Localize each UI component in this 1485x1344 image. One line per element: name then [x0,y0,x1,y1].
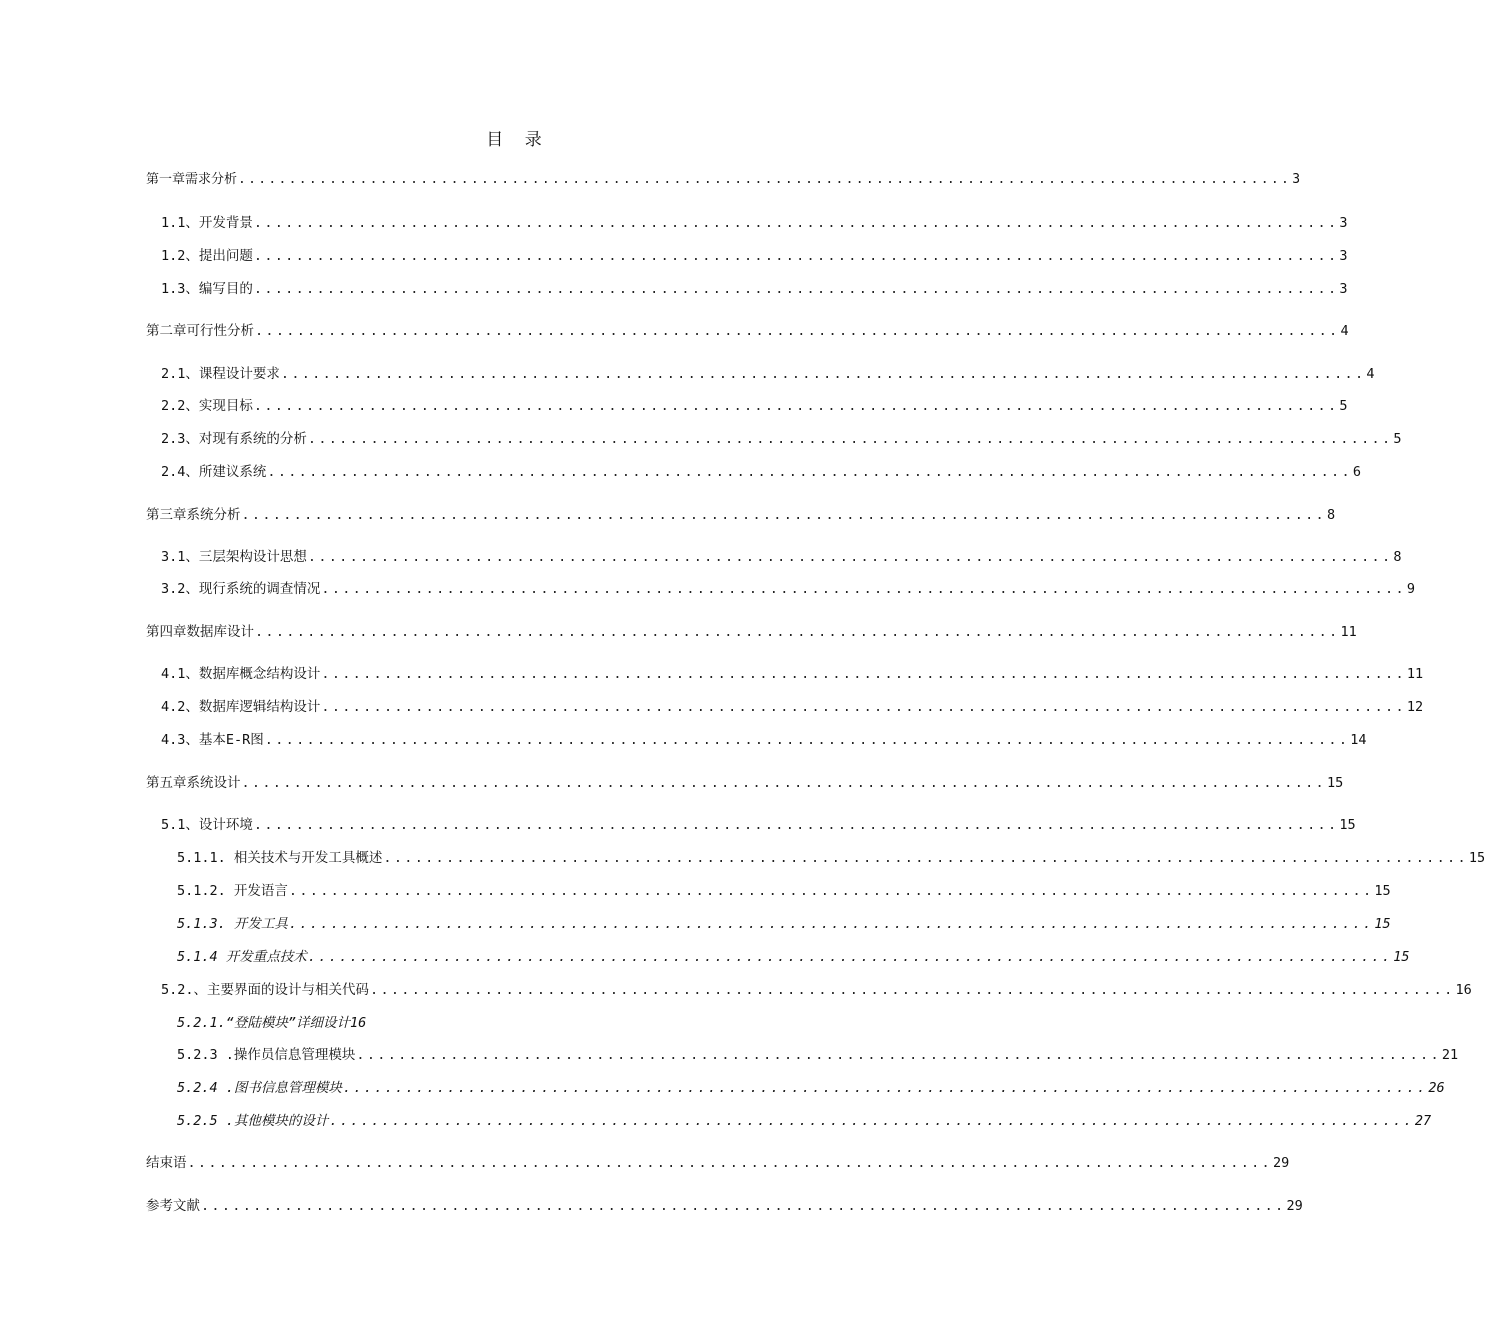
toc-entry-page: 29 [1286,1198,1303,1214]
toc-entry-chapter-4[interactable] [146,622,1357,642]
toc-entry-5-2-1[interactable] [177,1013,806,1033]
dot-leader: ........................................................................................................ [187,1155,1272,1171]
toc-entry-page: 21 [1441,1047,1459,1063]
toc-entry-1-2[interactable] [161,246,1348,266]
toc-entry-label: 2.1、课程设计要求 [161,366,280,382]
toc-entry-label: 参考文献 [146,1198,200,1214]
dot-leader: ........................................................................................................ [255,624,1340,640]
dot-leader: ........................................................................................................ [370,982,1455,998]
dot-leader: ........................................................................................................ [321,699,1406,715]
dot-leader: ........................................................................................................ [356,1047,1441,1063]
dot-leader: ........................................................................................................ [253,248,1339,264]
toc-entry-label: 4.1、数据库概念结构设计 [161,666,321,682]
toc-entry-5-2[interactable] [161,980,1472,1000]
toc-entry-5-2-4[interactable] [177,1078,1445,1098]
toc-entry-page: 5 [1339,398,1348,414]
dot-leader: ........................................................................................................ [253,398,1339,414]
dot-leader: ........................................................................................................ [255,323,1340,339]
toc-entry-page: 15 [1326,775,1344,791]
toc-entry-page: 4 [1366,366,1375,382]
toc-entry-page: 29 [1272,1155,1290,1171]
toc-entry-label: 5.2.、主要界面的设计与相关代码 [161,982,370,998]
toc-entry-page: 3 [1339,215,1348,231]
toc-entry-page: 15 [1374,916,1391,932]
toc-entry-label: 2.2、实现目标 [161,398,253,414]
toc-entry-chapter-5[interactable] [146,773,1344,793]
toc-entry-2-4[interactable] [161,462,1362,482]
dot-leader: ........................................................................................................ [241,507,1326,523]
toc-entry-5-2-3[interactable] [177,1045,1459,1065]
toc-entry-page: 14 [1350,732,1367,748]
toc-entry-label: 2.4、所建议系统 [161,464,267,480]
toc-entry-label: 5.1.3. 开发工具 [177,916,288,932]
toc-entry-label: 4.2、数据库逻辑结构设计 [161,699,321,715]
toc-entry-page: 15 [1468,850,1485,866]
dot-leader: ........................................................................................................ [201,1198,1286,1214]
toc-entry-label: 5.2.1.“登陆模块”详细设计 [177,1015,351,1031]
toc-entry-page: 11 [1406,666,1424,682]
toc-entry-3-2[interactable] [161,579,1416,599]
toc-entry-label: 3.1、三层架构设计思想 [161,549,307,565]
toc-entry-label: 5.1.1. 相关技术与开发工具概述 [177,850,383,866]
toc-entry-label: 第三章系统分析 [146,507,241,523]
dot-leader: ........................................................................................................ [280,366,1366,382]
dot-leader: ........................................................................................................ [264,732,1350,748]
toc-entry-label: 5.1.4 开发重点技术 [177,949,307,965]
toc-entry-5-1[interactable] [161,815,1356,835]
toc-entry-page: 16 [1455,982,1472,998]
toc-entry-label: 5.2.5 .其他模块的设计 [177,1113,329,1129]
toc-entry-2-2[interactable] [161,396,1348,416]
toc-entry-page: 4 [1340,323,1349,339]
toc-entry-page: 27 [1414,1113,1432,1129]
toc-entry-label: 结束语 [146,1155,187,1171]
toc-entry-4-3[interactable] [161,730,1367,750]
toc-entry-chapter-3[interactable] [146,505,1336,525]
toc-entry-page: 15 [1339,817,1356,833]
toc-entry-page: 12 [1406,699,1424,715]
toc-entry-label: 第四章数据库设计 [146,624,254,640]
toc-entry-5-1-1[interactable] [177,848,1485,868]
toc-entry-label: 第二章可行性分析 [146,323,254,339]
toc-entry-page: 8 [1393,549,1402,565]
toc-entry-label: 第五章系统设计 [146,775,241,791]
toc-entry-label: 第一章需求分析 [146,172,238,187]
toc-entry-5-1-2[interactable] [177,881,1391,901]
toc-entry-page: 3 [1339,248,1348,264]
toc-entry-label: 3.2、现行系统的调查情况 [161,581,321,597]
dot-leader: ........................................................................................................ [253,215,1339,231]
dot-leader: ........................................................................................................ [321,666,1406,682]
toc-entry-2-1[interactable] [161,364,1375,384]
dot-leader: ........................................................................................................ [329,1113,1414,1129]
toc-entry-page: 16 [350,1015,367,1031]
dot-leader: ........................................................................................................ [288,883,1374,899]
toc-entry-label: 5.1.2. 开发语言 [177,883,288,899]
toc-entry-2-3[interactable] [161,429,1402,449]
dot-leader: ........................................................................................................ [307,549,1393,565]
toc-entry-1-3[interactable] [161,279,1348,299]
toc-entry-label: 2.3、对现有系统的分析 [161,431,307,447]
toc-entry-conclusion[interactable] [146,1153,1290,1173]
dot-leader: ........................................................................................................ [253,281,1339,297]
toc-entry-page: 8 [1326,507,1336,523]
toc-entry-1-1[interactable] [161,213,1348,233]
toc-entry-page: 11 [1340,624,1357,640]
toc-entry-label: 1.2、提出问题 [161,248,253,264]
dot-leader: ........................................................................................................ [342,1080,1428,1096]
dot-leader: ........................................................................................................ [288,916,1374,932]
toc-entry-5-1-3[interactable] [177,914,1391,934]
toc-entry-page: 3 [1339,281,1348,297]
toc-entry-page: 6 [1352,464,1362,480]
toc-entry-label: 4.3、基本E-R图 [161,732,264,748]
toc-entry-label: 1.3、编写目的 [161,281,253,297]
toc-entry-5-2-5[interactable] [177,1111,1432,1131]
toc-entry-chapter-1[interactable] [146,170,1301,190]
dot-leader: ........................................................................................................ [238,172,1292,187]
toc-entry-4-1[interactable] [161,664,1424,684]
toc-entry-3-1[interactable] [161,547,1402,567]
toc-entry-page: 5 [1393,431,1402,447]
toc-entry-page: 3 [1292,172,1301,187]
dot-leader: ........................................................................................................ [267,464,1352,480]
toc-entry-4-2[interactable] [161,697,1424,717]
dot-leader: ........................................................................................................ [253,817,1339,833]
toc-title: 目 录 [486,130,550,150]
toc-entry-label: 5.1、设计环境 [161,817,253,833]
dot-leader: ........................................................................................................ [321,581,1406,597]
dot-leader: ........................................................................................................ [307,431,1393,447]
dot-leader: ........................................................................................................ [307,949,1393,965]
toc-entry-5-1-4[interactable] [177,947,1410,967]
toc-entry-page: 9 [1406,581,1416,597]
toc-entry-label: 1.1、开发背景 [161,215,253,231]
toc-entry-label: 5.2.3 .操作员信息管理模块 [177,1047,356,1063]
toc-entry-label: 5.2.4 .图书信息管理模块 [177,1080,342,1096]
toc-entry-references[interactable] [146,1196,1303,1216]
toc-entry-chapter-2[interactable] [146,321,1349,341]
toc-entry-page: 26 [1428,1080,1445,1096]
toc-entry-page: 15 [1374,883,1391,899]
toc-entry-page: 15 [1393,949,1410,965]
dot-leader: ........................................................................................................ [241,775,1326,791]
dot-leader: ........................................................................................................ [383,850,1468,866]
